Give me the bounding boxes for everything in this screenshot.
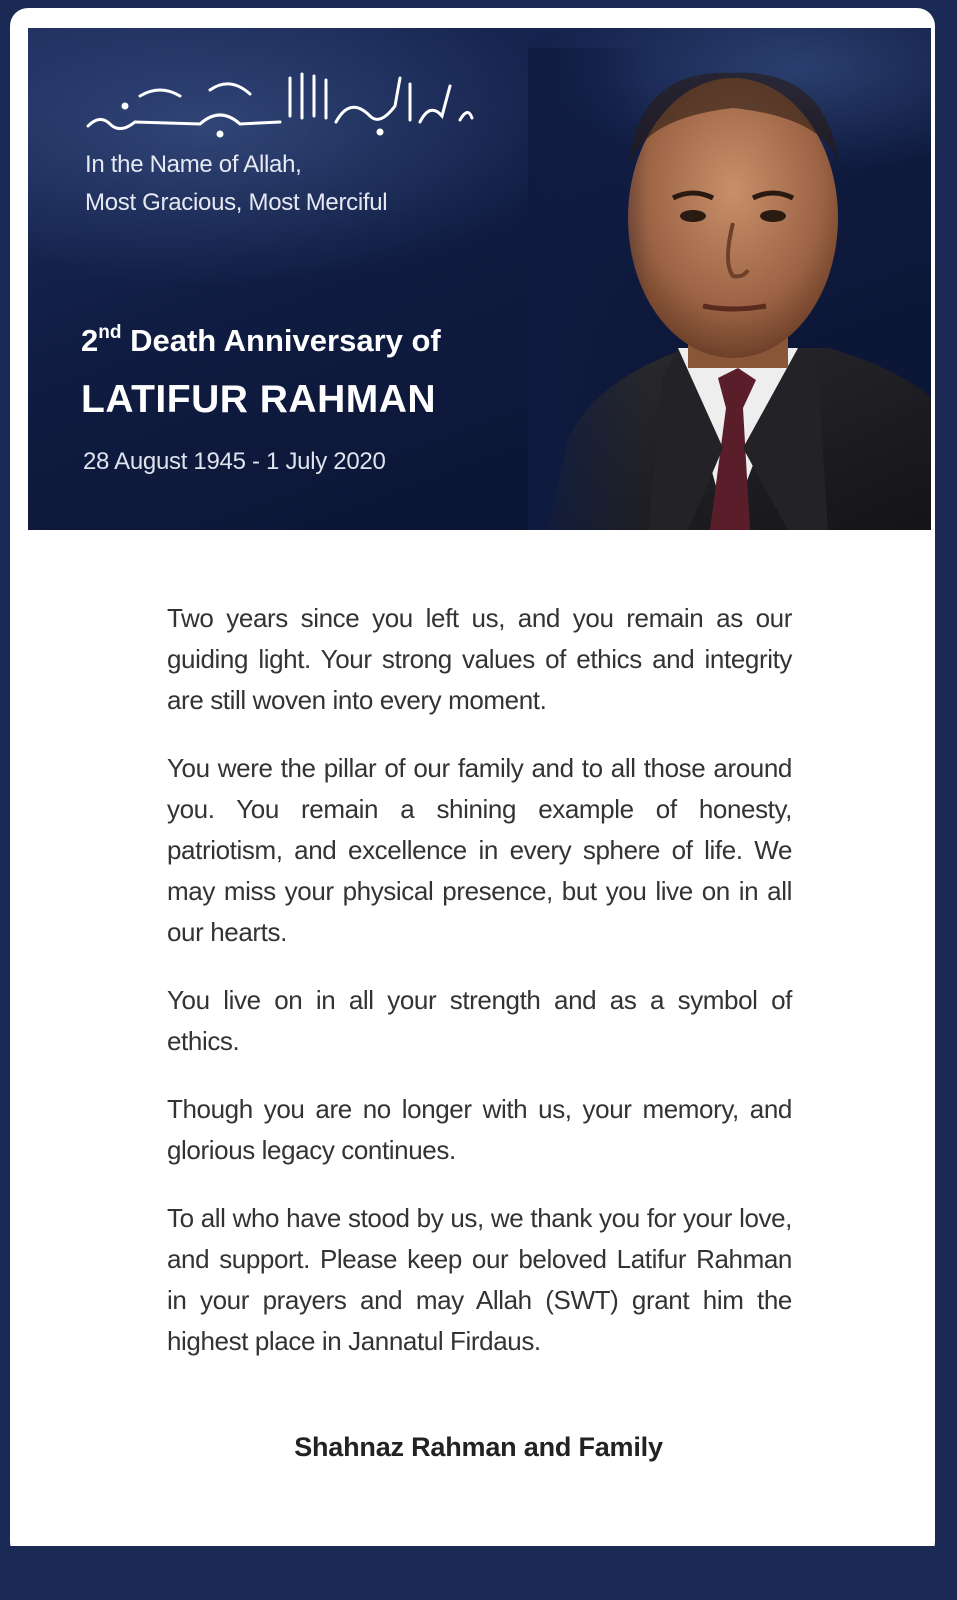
signature: Shahnaz Rahman and Family xyxy=(294,1432,663,1462)
banner xyxy=(28,28,931,530)
tagline-line-2: Most Gracious, Most Merciful xyxy=(85,189,388,216)
paragraph-5: To all who have stood by us, we thank you for your love, and support. Please keep our beloved Latifur Rahman in your prayers and may Allah (SWT) grant him the highest place in Jannatul Firdaus. xyxy=(167,1203,792,1356)
tribute-message xyxy=(167,598,792,1389)
paragraph-4: Though you are no longer with us, your memory, and glorious legacy continues. xyxy=(167,1094,792,1165)
bismillah-calligraphy xyxy=(80,66,480,138)
anniversary-suffix: nd xyxy=(98,322,122,343)
paragraph-2: You were the pillar of our family and to all those around you. You remain a shining example of honesty, patriotism, and excellence in every sphere of life. We may miss your physical presence, but you live on in all our hearts. xyxy=(167,753,792,947)
paragraph-1: Two years since you left us, and you remain as our guiding light. Your strong values of ethics and integrity are still woven into every moment. xyxy=(167,603,792,715)
deceased-name: LATIFUR RAHMAN xyxy=(81,378,437,421)
tagline-line-1: In the Name of Allah, xyxy=(85,151,302,178)
portrait-photo xyxy=(528,48,931,530)
tagline xyxy=(85,146,387,222)
life-dates: 28 August 1945 - 1 July 2020 xyxy=(83,448,386,475)
bottom-bar xyxy=(0,1546,957,1600)
paragraph-3: You live on in all your strength and as a symbol of ethics. xyxy=(167,985,792,1056)
anniversary-ordinal: 2 xyxy=(81,323,99,358)
anniversary-heading xyxy=(81,322,441,359)
anniversary-rest: Death Anniversary of xyxy=(121,323,441,358)
